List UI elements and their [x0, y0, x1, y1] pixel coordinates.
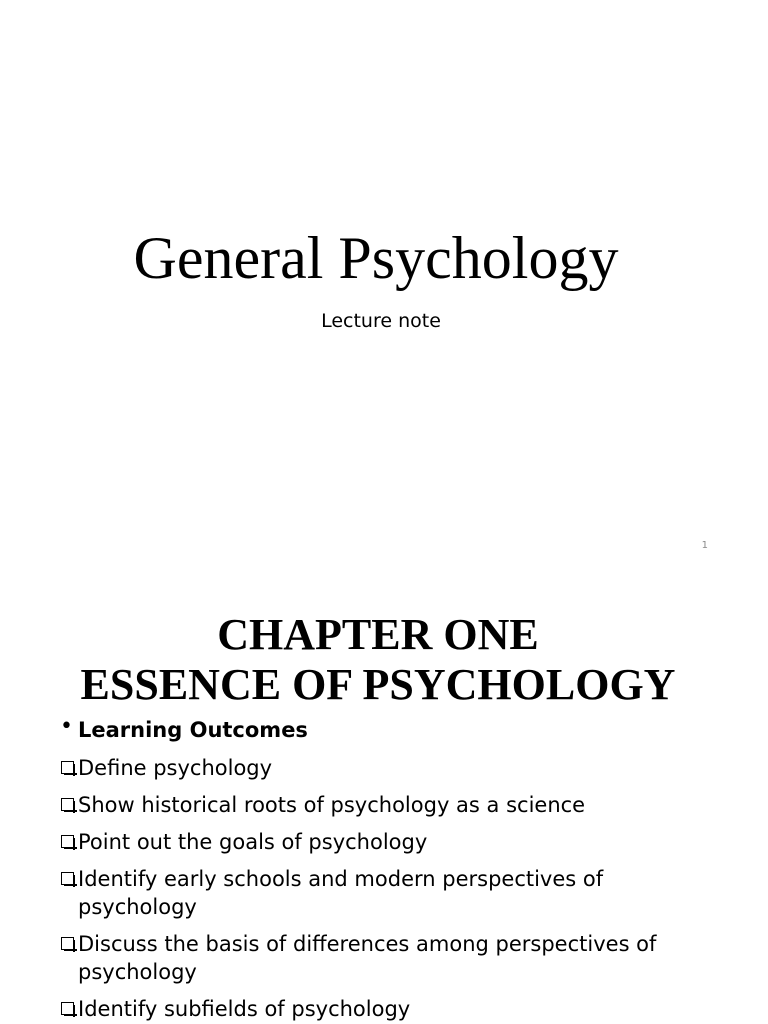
slide-chapter-one — [0, 576, 768, 1024]
list-item — [60, 865, 720, 921]
outcome-text: Point out the goals of psychology — [78, 830, 428, 854]
learning-outcomes-heading — [60, 716, 720, 744]
outcome-text: Identify subfields of psychology — [78, 997, 411, 1021]
checkbox-square-icon — [61, 761, 74, 774]
list-item — [60, 930, 720, 986]
outcome-text: Show historical roots of psychology as a science — [78, 793, 586, 817]
list-item — [60, 791, 720, 819]
chapter-heading-line2: ESSENCE OF PSYCHOLOGY — [80, 660, 676, 709]
list-item — [60, 828, 720, 856]
checkbox-square-icon — [61, 835, 74, 848]
learning-outcomes-label: Learning Outcomes — [78, 718, 308, 742]
checkbox-square-icon — [61, 872, 74, 885]
checkbox-square-icon — [61, 798, 74, 811]
outcome-text: Identify early schools and modern perspectives of psychology — [78, 867, 604, 919]
list-item — [60, 754, 720, 782]
outcomes-list — [60, 754, 720, 1023]
outcome-text: Discuss the basis of differences among perspectives of psychology — [78, 932, 657, 984]
chapter-heading-line1: CHAPTER ONE — [217, 610, 539, 659]
list-item — [60, 995, 720, 1023]
page-number: 1 — [701, 540, 708, 551]
slide-subtitle: Lecture note — [321, 310, 441, 332]
learning-outcomes-section — [60, 716, 720, 1024]
checkbox-square-icon — [61, 1002, 74, 1015]
slide-title-heading: General Psychology — [133, 225, 619, 291]
outcome-text: Define psychology — [78, 756, 273, 780]
chapter-heading — [0, 610, 756, 710]
checkbox-square-icon — [61, 937, 74, 950]
bullet-dot-icon: • — [60, 714, 73, 739]
